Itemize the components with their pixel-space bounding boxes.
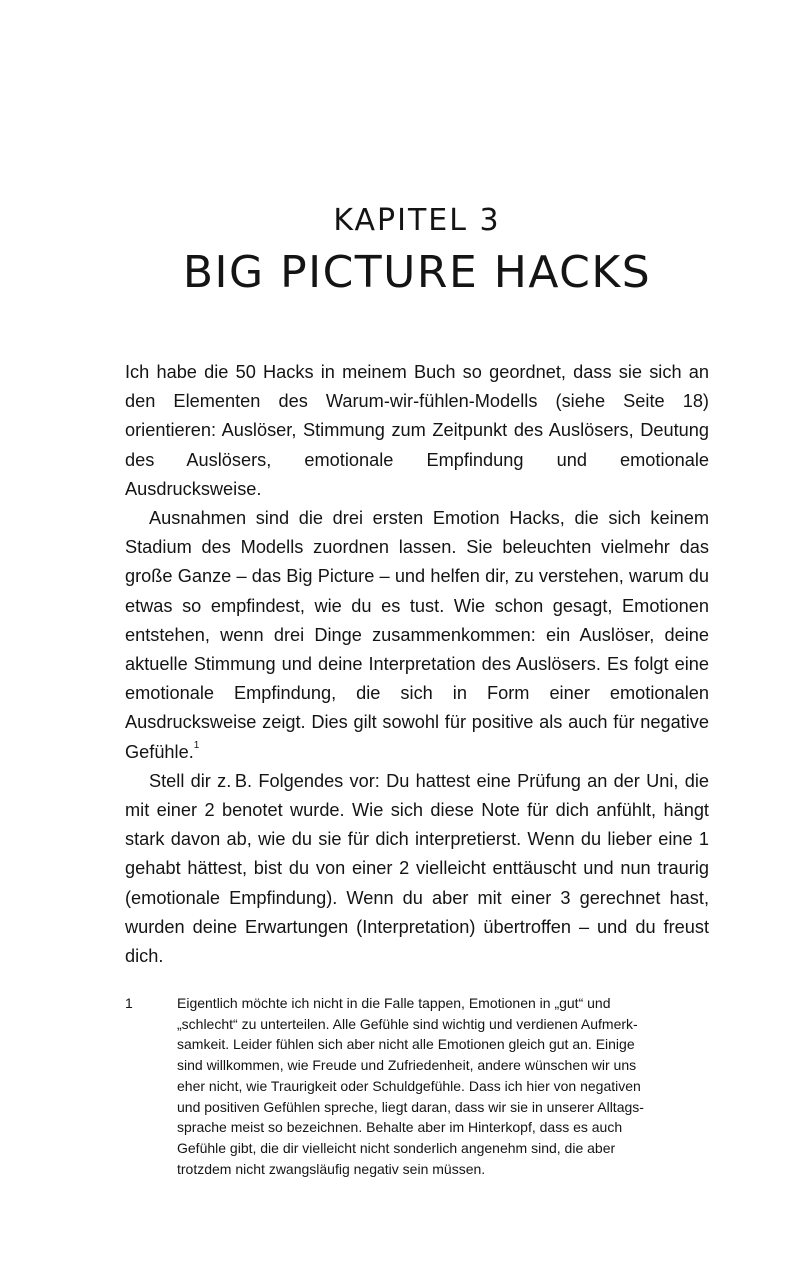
chapter-label: KAPITEL 3	[333, 203, 501, 238]
paragraph-2	[125, 504, 709, 767]
footnote	[125, 993, 709, 1179]
footnote-text: Eigentlich möchte ich nicht in die Falle tappen, Emotionen in „gut“ und „schlecht“ zu unterteilen. Alle Gefühle sind wichtig und verdienen Aufmerksamkeit. Leider fühlen sich aber nicht alle Emotionen gleich gut an. Einige sind willkommen, wie Freude und Zufriedenheit, andere wünschen wir uns eher nicht, wie Traurigkeit oder Schuldgefühle. Dass ich hier von negativen und positiven Gefühlen spreche, liegt daran, dass wir sie in unserer Alltagssprache meist so bezeichnen. Behalte aber im Hinterkopf, dass es auch Gefühle gibt, die dir vielleicht nicht sonderlich angenehm sind, die aber trotzdem nicht zwangsläufig negativ sein müssen.	[177, 995, 644, 1177]
body-text	[125, 358, 709, 971]
paragraph-1: Ich habe die 50 Hacks in meinem Buch so geordnet, dass sie sich an den Elementen des Warum-wir-fühlen-Modells (siehe Seite 18) orientieren: Auslöser, Stimmung zum Zeitpunkt des Auslösers, Deutung des Auslösers, emotionale Empfindung und emotionale Ausdrucksweise.	[125, 362, 709, 499]
paragraph-3: Stell dir z. B. Folgendes vor: Du hattest eine Prüfung an der Uni, die mit einer 2 benotet wurde. Wie sich diese Note für dich anfühlt, hängt stark davon ab, wie du sie für dich interpretierst. Wenn du lieber eine 1 gehabt hättest, bist du von einer 2 vielleicht enttäuscht und nun traurig (emotionale Empfindung). Wenn du aber mit einer 3 gerechnet hast, wurden deine Erwartungen (Interpretation) übertroffen – und du freust dich.	[125, 770, 709, 967]
footnote-reference: 1	[193, 739, 200, 751]
chapter-title: BIG PICTURE HACKS	[182, 247, 652, 298]
footnote-number: 1	[125, 995, 133, 1011]
paragraph-2-text: Ausnahmen sind die drei ersten Emotion Hacks, die sich keinem Stadium des Modells zuordnen lassen. Sie beleuchten vielmehr das große Ganze – das Big Picture – und helfen dir, zu verstehen, warum du etwas so empfindest, wie du es tust. Wie schon gesagt, Emotionen entstehen, wenn drei Dinge zusammenkommen: ein Auslöser, deine aktuelle Stimmung und deine Interpretation des Auslösers. Es folgt eine emotionale Empfindung, die sich in Form einer emotionalen Ausdrucksweise zeigt. Dies gilt sowohl für positive als auch für negative Gefühle.	[125, 508, 709, 762]
